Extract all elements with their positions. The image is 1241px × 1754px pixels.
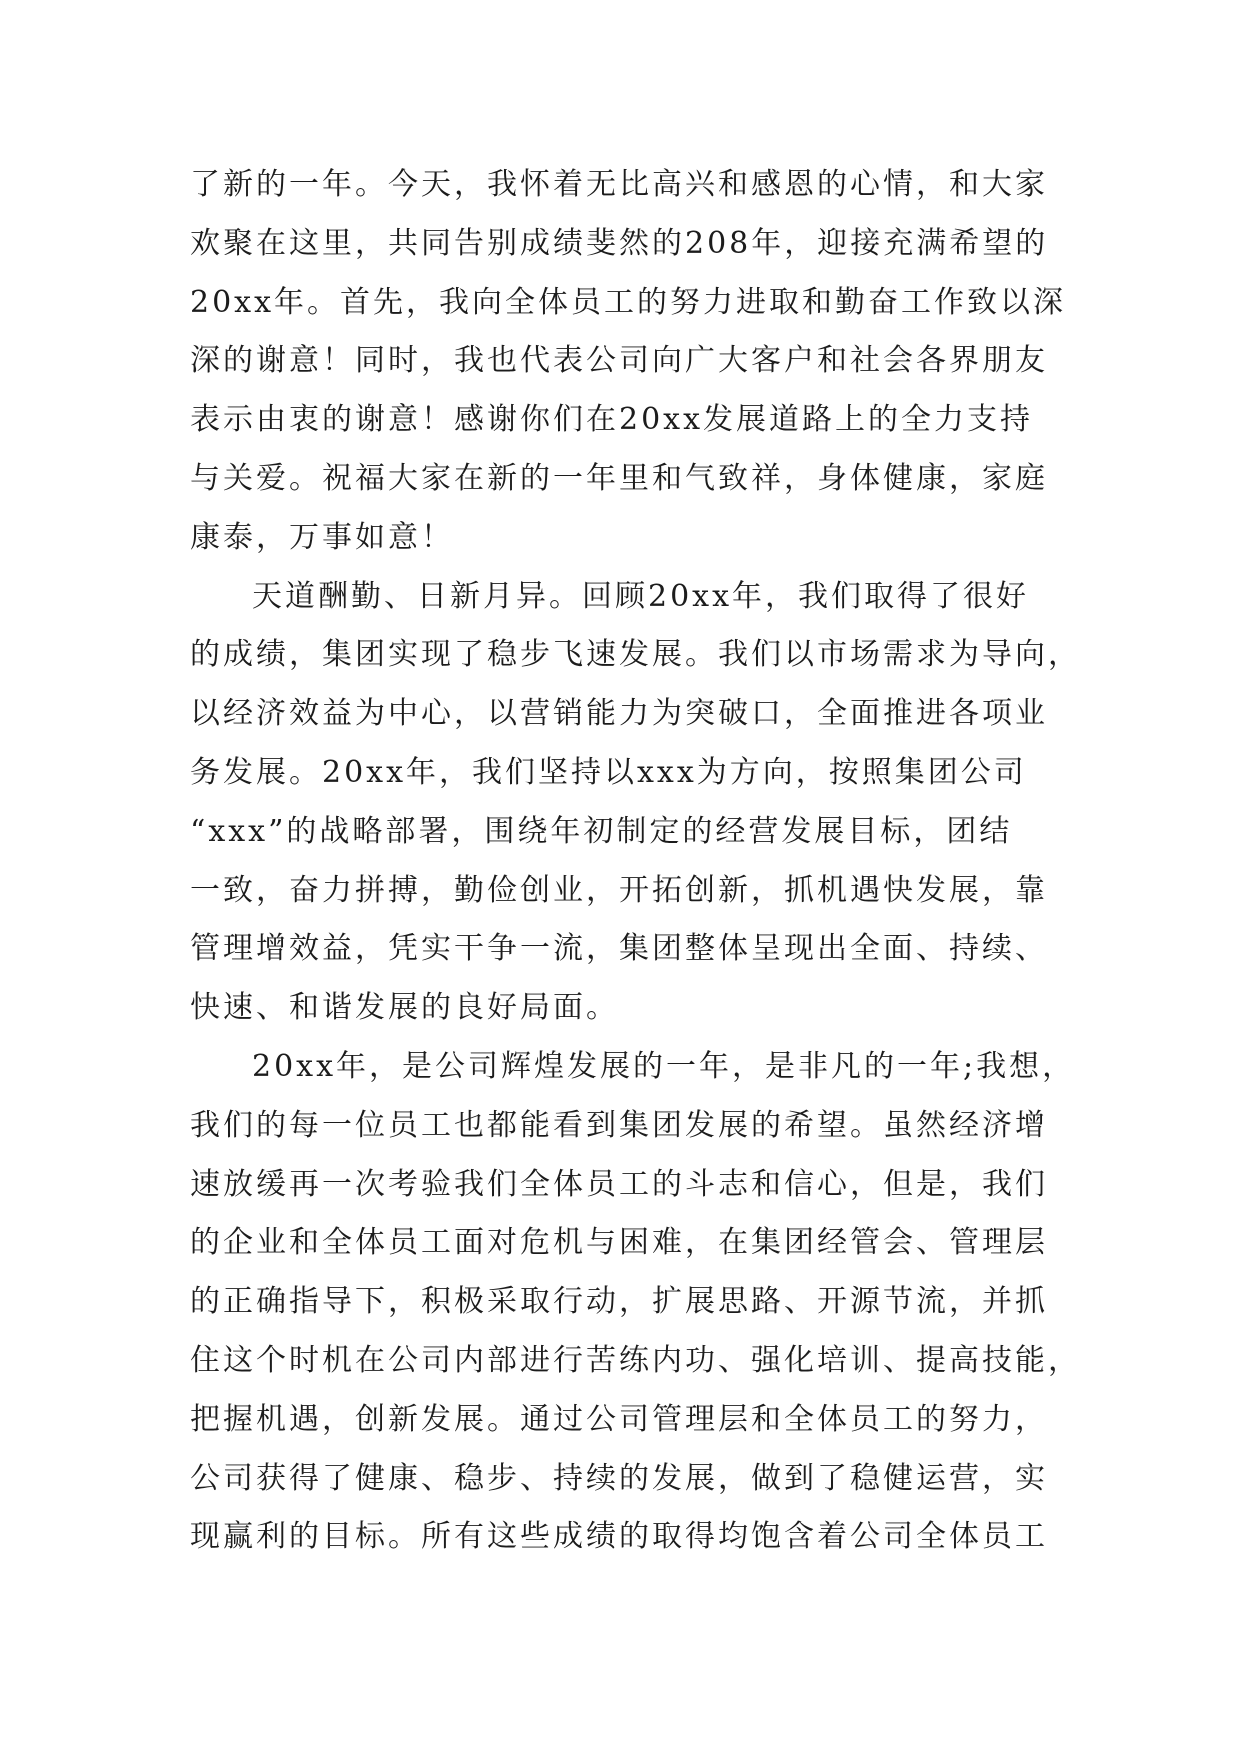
text-line: 的企业和全体员工面对危机与困难，在集团经管会、管理层 — [190, 1225, 1048, 1261]
text-line: 康泰，万事如意！ — [190, 519, 454, 555]
text-line: 速放缓再一次考验我们全体员工的斗志和信心，但是，我们 — [190, 1166, 1048, 1202]
text-line: 了新的一年。今天，我怀着无比高兴和感恩的心情，和大家 — [190, 167, 1048, 202]
text-line: 住这个时机在公司内部进行苦练内功、强化培训、提高技能， — [190, 1342, 1081, 1378]
text-line: 20xx年，是公司辉煌发展的一年，是非凡的一年;我想， — [252, 1048, 1076, 1084]
text-line: 快速、和谐发展的良好局面。 — [190, 990, 619, 1026]
text-line: 的正确指导下，积极采取行动，扩展思路、开源节流，并抓 — [190, 1284, 1048, 1320]
text-line: 管理增效益，凭实干争一流，集团整体呈现出全面、持续、 — [190, 931, 1048, 967]
text-line: 20xx年。首先，我向全体员工的努力进取和勤奋工作致以深 — [190, 284, 1067, 320]
text-line: 以经济效益为中心，以营销能力为突破口，全面推进各项业 — [190, 696, 1048, 732]
paragraph-2 — [190, 568, 1081, 1038]
text-line: 现赢利的目标。所有这些成绩的取得均饱含着公司全体员工 — [190, 1519, 1048, 1555]
text-line: 的成绩，集团实现了稳步飞速发展。我们以市场需求为导向， — [190, 637, 1081, 673]
text-line: 深的谢意！同时，我也代表公司向广大客户和社会各界朋友 — [190, 343, 1048, 379]
text-line: 天道酬勤、日新月异。回顾20xx年，我们取得了很好 — [252, 578, 1030, 614]
text-line: 与关爱。祝福大家在新的一年里和气致祥，身体健康，家庭 — [190, 460, 1048, 496]
text-line: “xxx”的战略部署，围绕年初制定的经营发展目标，团结 — [190, 813, 1013, 849]
paragraph-3 — [190, 1038, 1081, 1567]
text-line: 欢聚在这里，共同告别成绩斐然的208年，迎接充满希望的 — [190, 225, 1049, 261]
paragraph-1 — [190, 156, 1070, 568]
text-line: 表示由衷的谢意！感谢你们在20xx发展道路上的全力支持 — [190, 402, 1034, 438]
text-line: 公司获得了健康、稳步、持续的发展，做到了稳健运营，实 — [190, 1460, 1048, 1496]
text-line: 把握机遇，创新发展。通过公司管理层和全体员工的努力， — [190, 1401, 1048, 1437]
text-line: 一致，奋力拼搏，勤俭创业，开拓创新，抓机遇快发展，靠 — [190, 872, 1048, 908]
text-line: 我们的每一位员工也都能看到集团发展的希望。虽然经济增 — [190, 1107, 1048, 1143]
text-line: 务发展。20xx年，我们坚持以xxx为方向，按照集团公司 — [190, 754, 1027, 790]
document-body — [190, 156, 1081, 1567]
